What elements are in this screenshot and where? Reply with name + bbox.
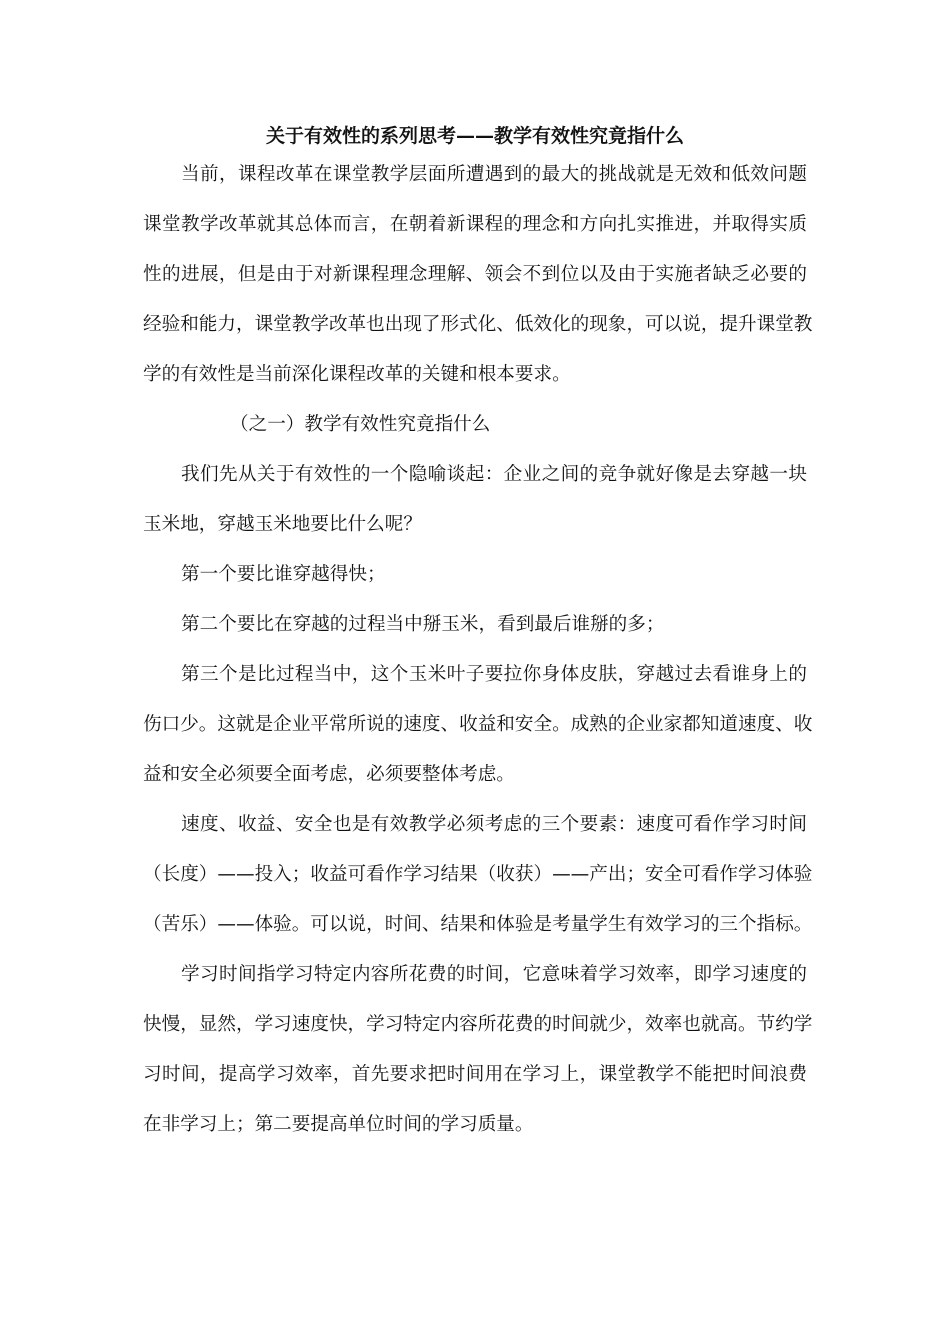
paragraph-line: （苦乐）——体验。可以说，时间、结果和体验是考量学生有效学习的三个指标。 <box>143 914 813 935</box>
paragraph-line: 经验和能力，课堂教学改革也出现了形式化、低效化的现象，可以说，提升课堂教 <box>143 314 813 335</box>
paragraph-line: 第一个要比谁穿越得快； <box>181 564 386 585</box>
paragraph-line: 习时间，提高学习效率，首先要求把时间用在学习上，课堂教学不能把时间浪费 <box>143 1064 807 1085</box>
document-title: 关于有效性的系列思考——教学有效性究竟指什么 <box>265 125 684 147</box>
paragraph-line: （长度）——投入；收益可看作学习结果（收获）——产出；安全可看作学习体验 <box>143 864 813 885</box>
paragraph-line: 伤口少。这就是企业平常所说的速度、收益和安全。成熟的企业家都知道速度、收 <box>143 714 813 735</box>
paragraph-line: 性的进展，但是由于对新课程理念理解、领会不到位以及由于实施者缺乏必要的 <box>143 264 807 285</box>
paragraph-line: 玉米地，穿越玉米地要比什么呢？ <box>143 514 422 535</box>
paragraph-line: 学习时间指学习特定内容所花费的时间，它意味着学习效率，即学习速度的 <box>181 964 807 985</box>
paragraph-line: 课堂教学改革就其总体而言，在朝着新课程的理念和方向扎实推进，并取得实质 <box>143 214 807 235</box>
paragraph-line: 我们先从关于有效性的一个隐喻谈起：企业之间的竞争就好像是去穿越一块 <box>181 464 807 485</box>
paragraph-line: 速度、收益、安全也是有效教学必须考虑的三个要素：速度可看作学习时间 <box>181 814 807 835</box>
section-heading: （之一）教学有效性究竟指什么 <box>230 414 491 435</box>
paragraph-line: 第二个要比在穿越的过程当中掰玉米，看到最后谁掰的多； <box>181 614 665 635</box>
paragraph-line: 学的有效性是当前深化课程改革的关键和根本要求。 <box>143 364 571 385</box>
paragraph-line: 第三个是比过程当中，这个玉米叶子要拉你身体皮肤，穿越过去看谁身上的 <box>181 664 807 685</box>
paragraph-line: 在非学习上；第二要提高单位时间的学习质量。 <box>143 1114 534 1135</box>
paragraph-line: 益和安全必须要全面考虑，必须要整体考虑。 <box>143 764 515 785</box>
paragraph-line: 快慢，显然，学习速度快，学习特定内容所花费的时间就少，效率也就高。节约学 <box>143 1014 813 1035</box>
paragraph-line: 当前，课程改革在课堂教学层面所遭遇到的最大的挑战就是无效和低效问题 <box>181 164 807 185</box>
